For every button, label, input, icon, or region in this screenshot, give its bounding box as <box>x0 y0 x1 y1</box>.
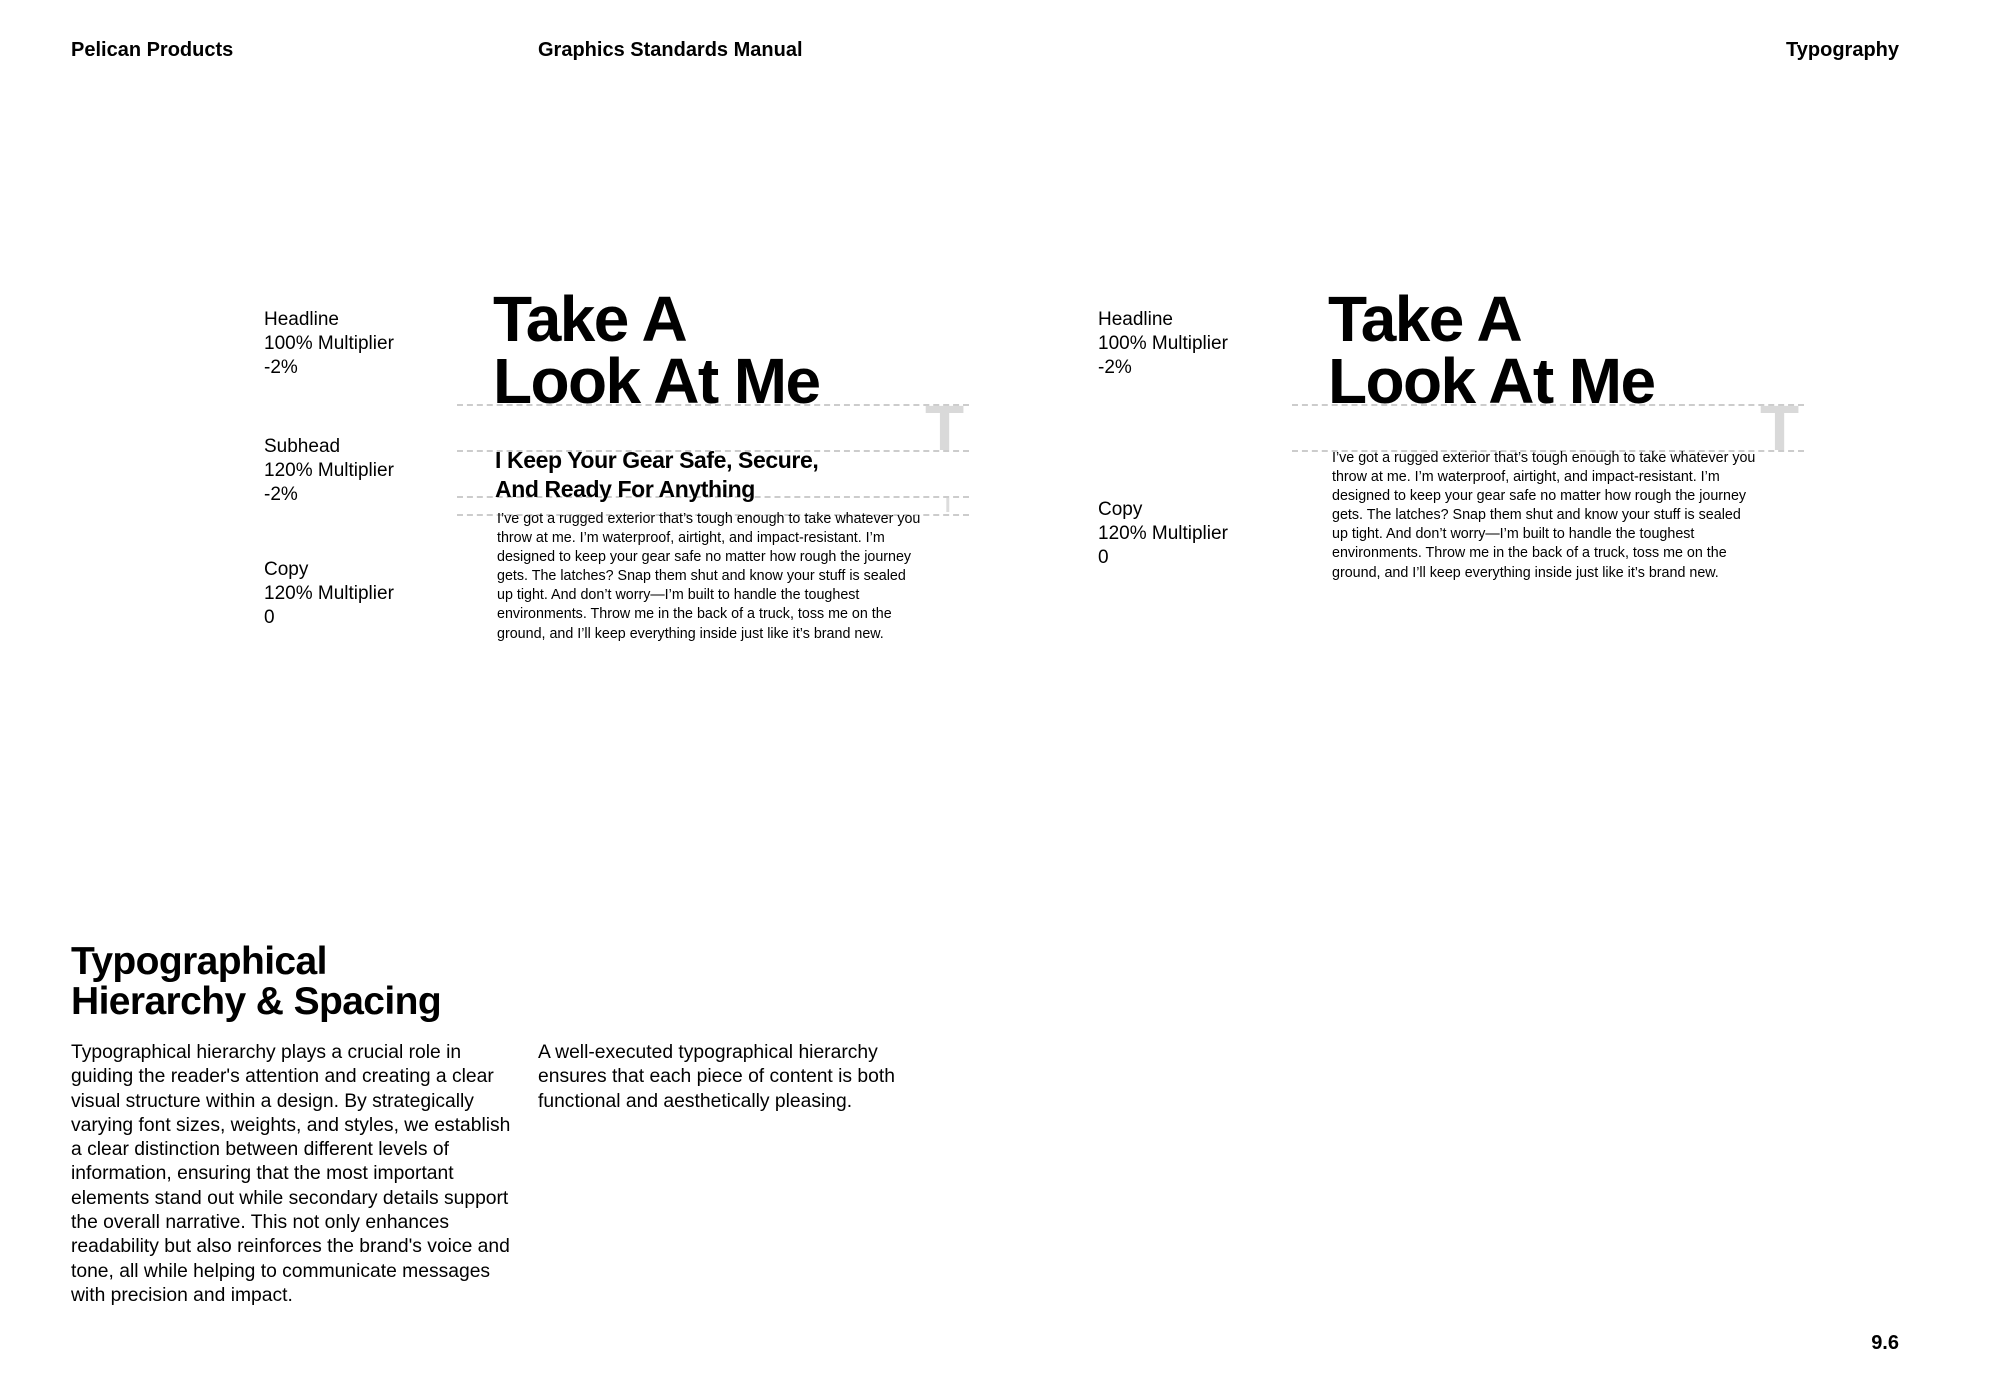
section-label: Typography <box>1786 39 1899 61</box>
sample-headline: Take A Look At Me <box>1328 283 1655 417</box>
section-title: Typographical Hierarchy & Spacing <box>71 940 442 1023</box>
section-paragraph-1: Typographical hierarchy plays a crucial role in guiding the reader's attention and creating a clear visual structure within a design. By strategically varying font sizes, weights, and styles, we establish a clear distinction between different levels of information, ensuring that the most important elements stand out while secondary details support the overall narrative. This not only enhances readability but also reinforces the brand's voice and tone, all while helping to communicate messages with precision and impact. <box>71 1042 511 1306</box>
spec-headline: Headline 100% Multiplier -2% <box>1098 309 1228 378</box>
sample-copy: I’ve got a rugged exterior that’s tough enough to take whatever you throw at me. I’m waterproof, airtight, and impact-resistant. I’m designed to keep your gear safe no matter how rough the journey gets. The latches? Snap them shut and know your stuff is sealed up tight. And don’t worry—I’m built to handle the toughest environments. Throw me in the back of a truck, toss me on the ground, and I’ll keep everything inside just like it’s brand new. <box>497 511 921 642</box>
spec-copy: Copy 120% Multiplier 0 <box>264 559 394 628</box>
section-paragraph-2: A well-executed typographical hierarchy ensures that each piece of content is both functional and aesthetically pleasing. <box>538 1042 895 1112</box>
spec-subhead: Subhead 120% Multiplier -2% <box>264 436 394 505</box>
spacing-mark-large: T <box>925 392 965 464</box>
spec-headline: Headline 100% Multiplier -2% <box>264 309 394 378</box>
brand-name: Pelican Products <box>71 39 234 61</box>
spacing-mark-small: I <box>945 495 951 517</box>
sample-headline: Take A Look At Me <box>493 283 820 417</box>
spec-copy: Copy 120% Multiplier 0 <box>1098 499 1228 568</box>
page-number: 9.6 <box>1871 1332 1899 1354</box>
manual-title: Graphics Standards Manual <box>538 39 803 61</box>
sample-subhead: I Keep Your Gear Safe, Secure, And Ready For Anything <box>495 447 819 502</box>
sample-copy: I’ve got a rugged exterior that’s tough enough to take whatever you throw at me. I’m waterproof, airtight, and impact-resistant. I’m designed to keep your gear safe no matter how rough the journey gets. The latches? Snap them shut and know your stuff is sealed up tight. And don’t worry—I’m built to handle the toughest environments. Throw me in the back of a truck, toss me on the ground, and I’ll keep everything inside just like it’s brand new. <box>1332 450 1756 581</box>
spacing-mark-large: T <box>1760 392 1800 464</box>
